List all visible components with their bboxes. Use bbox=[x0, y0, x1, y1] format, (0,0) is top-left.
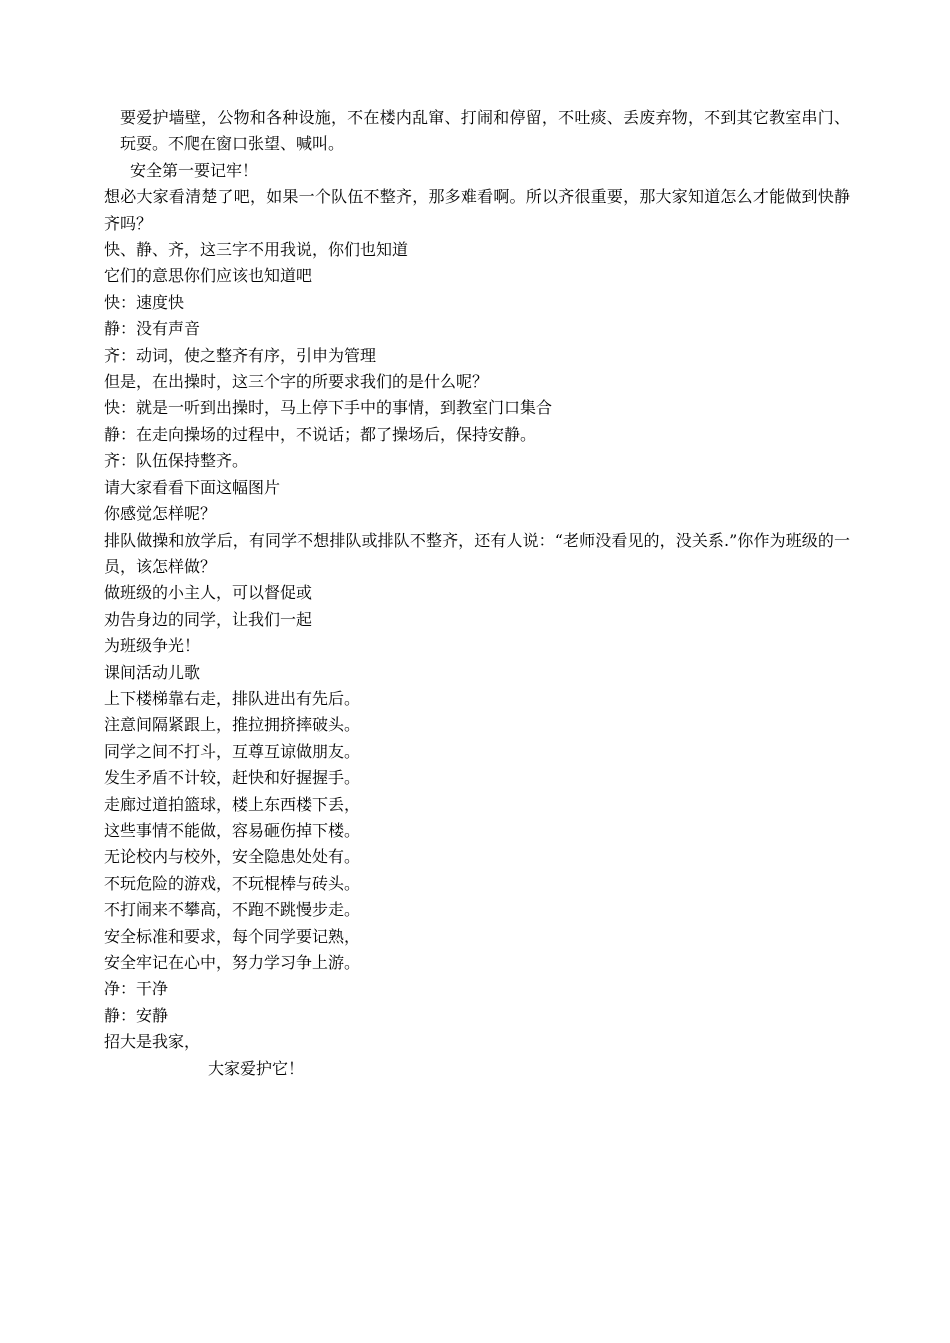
rhyme-line: 上下楼梯靠右走，排队进出有先后。 bbox=[104, 688, 361, 708]
rhyme-line: 注意间隔紧跟上，推拉拥挤摔破头。 bbox=[104, 715, 361, 735]
rhyme-title: 课间活动儿歌 bbox=[104, 662, 201, 682]
paragraph-class-owner-1: 做班级的小主人，可以督促或 bbox=[104, 583, 313, 603]
paragraph-queue-tidy: 想必大家看清楚了吧，如果一个队伍不整齐，那多难看啊。所以齐很重要，那大家知道怎么才能做到快静齐吗？ bbox=[104, 187, 850, 233]
rhyme-line: 发生矛盾不计较，赶快和好握握手。 bbox=[104, 768, 361, 788]
rhyme-line: 同学之间不打斗，互尊互谅做朋友。 bbox=[104, 741, 361, 761]
paragraph-care-for-it: 大家爱护它！ bbox=[208, 1058, 305, 1078]
requirement-fast: 快：就是一听到出操时，马上停下手中的事情，到教室门口集合 bbox=[104, 398, 553, 418]
paragraph-home: 招大是我家， bbox=[104, 1032, 201, 1052]
definition-quiet: 静：没有声音 bbox=[104, 319, 201, 339]
rhyme-line: 安全牢记在心中，努力学习争上游。 bbox=[104, 953, 361, 972]
definition-calm: 静：安静 bbox=[104, 1005, 169, 1025]
document-body bbox=[104, 105, 850, 1082]
definition-neat: 齐：动词，使之整齐有序，引申为管理 bbox=[104, 345, 377, 365]
paragraph-three-words: 快、静、齐，这三字不用我说，你们也知道 bbox=[104, 240, 409, 260]
paragraph-scenario: 排队做操和放学后，有同学不想排队或排队不整齐，还有人说：“老师没看见的，没关系.”你作为班级的一员，该怎样做？ bbox=[104, 530, 850, 576]
paragraph-feeling: 你感觉怎样呢？ bbox=[104, 504, 217, 524]
requirement-quiet: 静：在走向操场的过程中，不说话；都了操场后，保持安静。 bbox=[104, 424, 537, 444]
paragraph-class-owner-3: 为班级争光！ bbox=[104, 636, 201, 656]
definition-fast: 快：速度快 bbox=[104, 292, 185, 312]
rhyme-line: 这些事情不能做，容易砸伤掉下楼。 bbox=[104, 820, 361, 840]
rhyme-line: 不玩危险的游戏，不玩棍棒与砖头。 bbox=[104, 873, 361, 893]
rhyme-line: 不打闹来不攀高，不跑不跳慢步走。 bbox=[104, 900, 361, 920]
paragraph-protect-facilities: 要爱护墙壁，公物和各种设施，不在楼内乱窜、打闹和停留，不吐痰、丢废弃物，不到其它教室串门、玩耍。不爬在窗口张望、喊叫。 bbox=[120, 108, 850, 154]
paragraph-question: 但是，在出操时，这三个字的所要求我们的是什么呢？ bbox=[104, 372, 489, 392]
paragraph-look-picture: 请大家看看下面这幅图片 bbox=[104, 477, 281, 497]
paragraph-meaning: 它们的意思你们应该也知道吧 bbox=[104, 266, 313, 286]
rhyme-line: 无论校内与校外，安全隐患处处有。 bbox=[104, 847, 361, 867]
requirement-neat: 齐：队伍保持整齐。 bbox=[104, 451, 249, 471]
paragraph-safety-first: 安全第一要记牢！ bbox=[130, 160, 259, 180]
paragraph-class-owner-2: 劝告身边的同学，让我们一起 bbox=[104, 609, 313, 629]
rhyme-line: 安全标准和要求，每个同学要记熟， bbox=[104, 926, 361, 946]
definition-clean: 净：干净 bbox=[104, 979, 169, 999]
rhyme-line: 走廊过道拍篮球，楼上东西楼下丢， bbox=[104, 794, 361, 814]
